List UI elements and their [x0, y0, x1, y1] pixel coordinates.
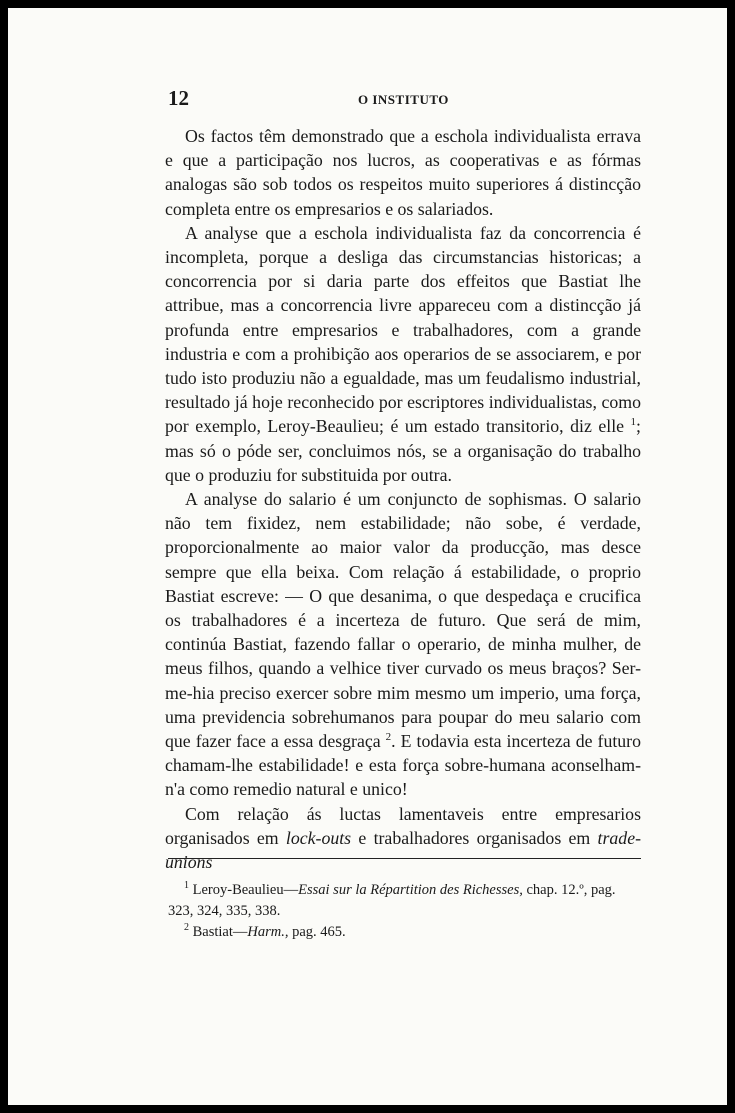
text-run: chap. 12.º, pag. 323, 324, 335, 338. — [168, 882, 616, 919]
footnote-divider — [168, 858, 641, 859]
page-number: 12 — [168, 86, 189, 110]
paragraph — [165, 124, 641, 221]
text-run: Os factos têm demonstrado que a eschola individualista errava e que a participação nos lucros, as cooperativas e as fórmas analogas são sob todos os respeitos muito superiores á distincção completa entre os empresarios e os salariados. — [165, 126, 641, 219]
body-text — [165, 124, 641, 874]
paragraph — [165, 221, 641, 487]
paragraph — [165, 802, 641, 875]
text-run: e trabalhadores organisados em — [351, 827, 598, 848]
footnotes — [168, 880, 644, 943]
text-run: Com relação ás luctas lamentaveis entre empresarios organisados em — [165, 803, 641, 848]
footnote — [168, 922, 644, 943]
footnote-reference: 2 — [385, 731, 392, 744]
book-page — [8, 8, 727, 1105]
footnote-marker: 1 — [184, 880, 189, 892]
text-run: A analyse do salario é um conjuncto de sophismas. O salario não tem fixidez, nem estabilidade; não sobe, é verdade, proporcionalmente ao maior valor da producção, mas desce sempre que ella beixa. Com relação á estabilidade, o proprio Bastiat escreve: — O que desanima, o que despedaça e crucifica os trabalhadores é a incerteza de futuro. Que será de mim, continúa Bastiat, fazendo fallar o operario, de minha mulher, de meus filhos, quando a velhice tiver curvado os meus braços? Ser-me-hia preciso exercer sobre mim mesmo um imperio, uma força, uma previdencia sobrehumanos para poupar do meu salario com que fazer face a essa desgraça — [165, 489, 641, 752]
footnote — [168, 880, 644, 922]
text-run: Bastiat— — [192, 924, 248, 940]
italic-text: Harm., — [247, 924, 289, 940]
page-header — [168, 86, 648, 116]
italic-text: trade-unions — [165, 827, 642, 873]
text-run: Leroy-Beaulieu— — [192, 882, 299, 898]
text-run: ; mas só o póde ser, concluimos nós, se a organisação do trabalho que o produziu for substituida por outra. — [165, 416, 641, 485]
italic-text: Essai sur la Répartition des Richesses, — [298, 882, 523, 898]
footnote-reference: 1 — [630, 416, 637, 429]
footnote-marker: 2 — [184, 922, 189, 934]
paragraph — [165, 487, 641, 802]
text-run: A analyse que a eschola individualista faz da concorrencia é incompleta, porque a desliga das circumstancias historicas; a concorrencia por si daria parte dos effeitos que Bastiat lhe attribue, mas a concorrencia livre appareceu com a distincção já profunda entre empresarios e trabalhadores, com a grande industria e com a prohibição aos operarios de se associarem, e por tudo isto produziu não a egualdade, mas um feudalismo industrial, resultado já hoje reconhecido por escriptores individualistas, como por exemplo, Leroy-Beaulieu; é um estado transitorio, diz elle — [165, 222, 641, 437]
text-run: pag. 465. — [288, 924, 346, 940]
running-title: O INSTITUTO — [358, 92, 449, 107]
italic-text: lock-outs — [285, 827, 352, 848]
text-run: . E todavia esta incerteza de futuro chamam-lhe estabilidade! e esta força sobre-humana aconselham-n'a como remedio natural e unico! — [165, 731, 641, 800]
